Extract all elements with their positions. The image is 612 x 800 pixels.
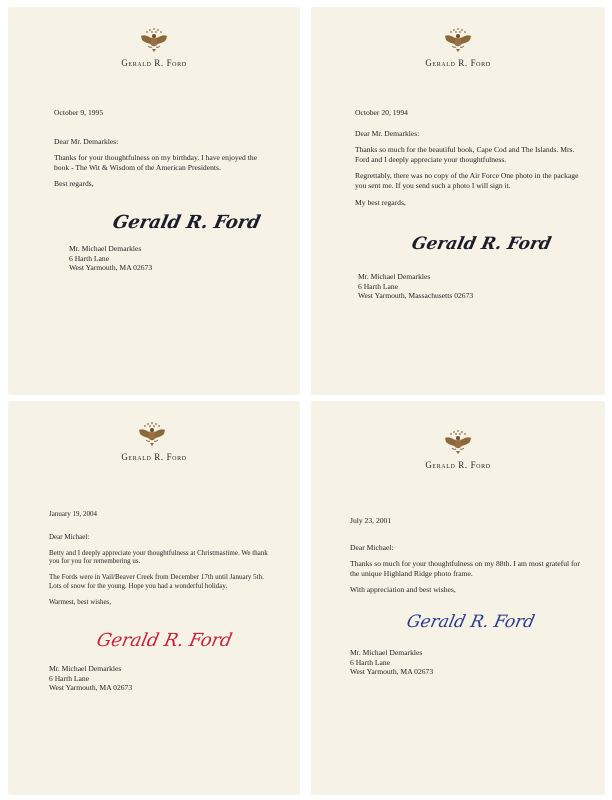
paragraph: Thanks so much for your thoughtfulness on my 88th. I am most grateful for the unique Highland Ridge photo frame. — [350, 559, 580, 578]
letter-date: January 19, 2004 — [49, 510, 98, 518]
letter-date: October 9, 1995 — [54, 108, 104, 117]
address-line: Mr. Michael Demarkles — [69, 244, 142, 253]
address-line: 6 Harth Lane — [358, 281, 399, 291]
signature: Gerald R. Ford — [94, 630, 235, 651]
salutation: Dear Mr. Demarkles: — [54, 136, 119, 146]
letter-3 — [9, 402, 299, 794]
eagle-crest-icon — [137, 420, 167, 448]
paragraph: Regrettably, there was no copy of the Air Force One photo in the package you sent me. If you send such a photo I will sign it. — [355, 171, 579, 190]
address-line: Mr. Michael Demarkles — [350, 648, 423, 657]
eagle-crest-icon — [139, 26, 169, 54]
paragraph: The Fords were in Vail/Beaver Creek from December 17th until January 5th. Lots of snow for the young. Hope you had a wonderful holiday. — [49, 573, 264, 590]
letter-body — [49, 510, 274, 614]
recipient-address — [69, 244, 152, 273]
closing: Best regards, — [54, 179, 94, 189]
paragraph: Thanks so much for the beautiful book, Cape Cod and The Islands. Mrs. Ford and I deeply appreciate your thoughtfulness. — [355, 145, 575, 164]
letter-body — [350, 516, 585, 602]
letterhead: Gerald R. Ford — [425, 58, 491, 68]
address-line: West Yarmouth, MA 02673 — [49, 683, 133, 693]
address-line: West Yarmouth, MA 02673 — [350, 667, 434, 677]
recipient-address — [350, 648, 433, 677]
address-line: Mr. Michael Demarkles — [358, 272, 431, 281]
salutation: Dear Michael: — [350, 542, 394, 552]
recipient-address — [358, 272, 473, 301]
paragraph: Thanks for your thoughtfulness on my birthday. I have enjoyed the book - The Wit & Wisdom of the American Presidents. — [54, 153, 258, 172]
closing: My best regards, — [355, 197, 406, 207]
signature: Gerald R. Ford — [404, 612, 537, 632]
closing: Warmest, best wishes, — [49, 597, 112, 606]
letter-4 — [312, 402, 604, 794]
address-line: 6 Harth Lane — [350, 657, 391, 667]
letter-body — [355, 108, 580, 214]
closing: With appreciation and best wishes, — [350, 585, 456, 595]
letterhead: Gerald R. Ford — [121, 452, 187, 462]
letter-body — [54, 108, 269, 196]
recipient-address — [49, 664, 132, 693]
address-line: 6 Harth Lane — [49, 673, 90, 683]
letter-2 — [312, 8, 604, 394]
letter-1 — [9, 8, 299, 394]
letter-date: October 20, 1994 — [355, 108, 408, 117]
address-line: West Yarmouth, MA 02673 — [69, 263, 153, 273]
paragraph: Betty and I deeply appreciate your thoughtfulness at Christmastime. We thank you for you for remembering us. — [49, 548, 268, 566]
address-line: 6 Harth Lane — [69, 253, 110, 263]
signature: Gerald R. Ford — [110, 212, 263, 233]
letterhead: Gerald R. Ford — [121, 58, 187, 68]
salutation: Dear Mr. Demarkles: — [355, 128, 420, 138]
salutation: Dear Michael: — [49, 532, 90, 541]
address-line: West Yarmouth, Massachusetts 02673 — [358, 291, 474, 301]
letterhead: Gerald R. Ford — [425, 460, 491, 470]
eagle-crest-icon — [443, 26, 473, 54]
eagle-crest-icon — [443, 428, 473, 456]
address-line: Mr. Michael Demarkles — [49, 664, 122, 673]
signature: Gerald R. Ford — [409, 234, 553, 254]
letter-date: July 23, 2001 — [350, 516, 392, 525]
